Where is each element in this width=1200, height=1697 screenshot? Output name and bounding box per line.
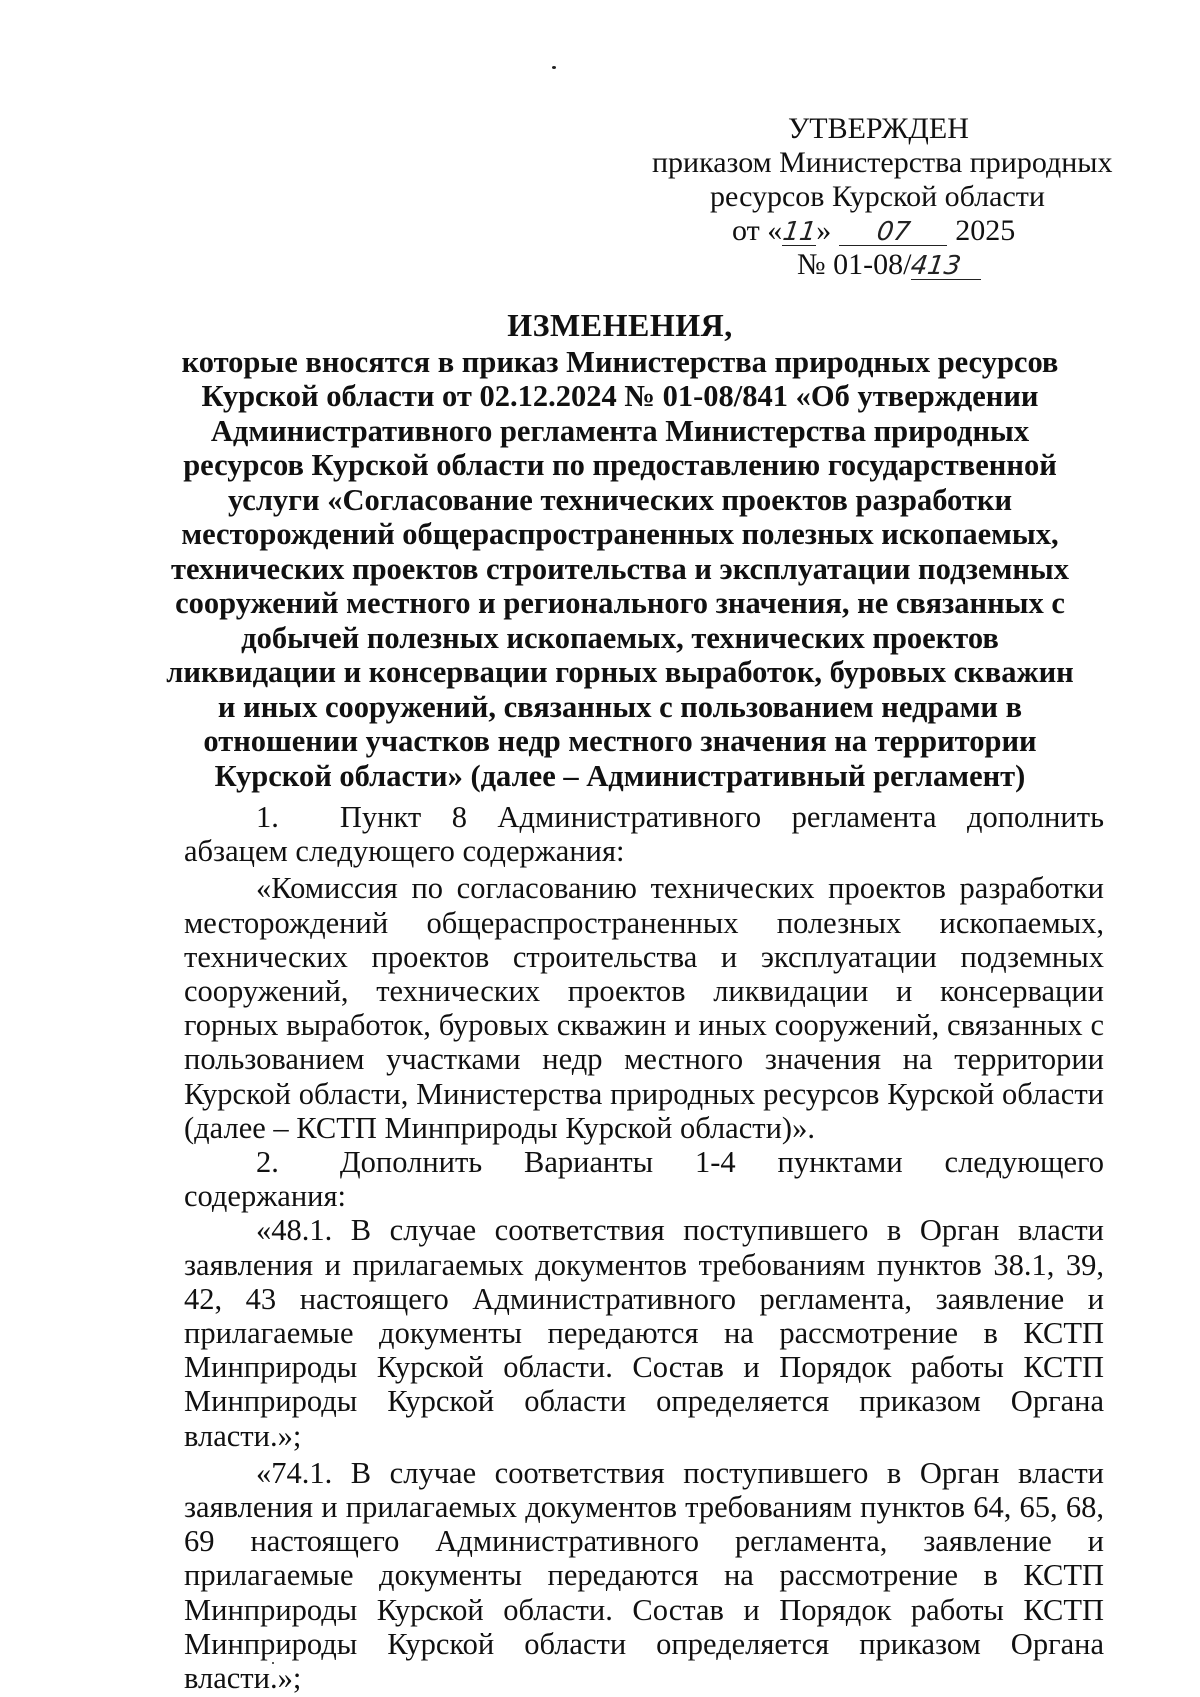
approval-date-day: 11 [780, 217, 818, 247]
approval-date-prefix: от « [732, 214, 783, 247]
approval-date-month-field [839, 218, 947, 246]
approval-number [797, 248, 981, 282]
approval-date-day-field [782, 218, 816, 246]
scan-speck [552, 66, 556, 69]
approval-date-month: 07 [874, 217, 912, 247]
paragraph-74-1: «74.1. В случае соответствия поступившего в Орган власти заявления и прилагаемых документов требованиям пунктов 64, 65, 68, 69 настоящего Административного регламента, заявление и прилагаемые документы передаются на рассмотрение в КСТП Минприроды Курской области. Состав и Порядок работы КСТП Минприроды Курской области определяется приказом Органа власти.»; [184, 1455, 1104, 1696]
approval-line-1: приказом Министерства природных [652, 146, 1113, 179]
approval-number-value: 413 [909, 251, 964, 281]
paragraph-item-2: 2. Дополнить Варианты 1-4 пунктами следующего содержания: [184, 1145, 1104, 1214]
approval-title: УТВЕРЖДЕН [788, 112, 969, 145]
approval-line-2: ресурсов Курской области [710, 180, 1045, 213]
approval-number-field [911, 252, 981, 280]
approval-date-year: 2025 [955, 214, 1016, 247]
approval-date-separator: » [816, 214, 832, 247]
document-heading [160, 308, 1080, 793]
paragraph-commission-definition: «Комиссия по согласованию технических проектов разработки месторождений общераспространенных полезных ископаемых, технических проектов строительства и эксплуатации подземных сооружений, технических проектов ликвидации и консервации горных выработок, буровых скважин и иных сооружений, связанных с пользованием участками недр местного значения на территории Курской области, Министерства природных ресурсов Курской области (далее – КСТП Минприроды Курской области)». [184, 871, 1104, 1145]
paragraph-item-1: 1. Пункт 8 Административного регламента дополнить абзацем следующего содержания: [184, 800, 1104, 869]
approval-date [732, 214, 1015, 248]
heading-subtitle: которые вносятся в приказ Министерства природных ресурсов Курской области от 02.12.2024 № 01-08/841 «Об утверждении Административного регламента Министерства природных ресурсов Курской области по предоставлению государственной услуги «Согласование технических проектов разработки месторождений общераспространенных полезных ископаемых, технических проектов строительства и эксплуатации подземных сооружений местного и регионального значения, не связанных с добычей полезных ископаемых, технических проектов ликвидации и консервации горных выработок, буровых скважин и иных сооружений, связанных с пользованием недрами в отношении участков недр местного значения на территории Курской области» (далее – Административный регламент) [166, 344, 1074, 793]
document-body [184, 800, 1104, 1695]
heading-title: ИЗМЕНЕНИЯ, [507, 307, 733, 343]
approval-number-prefix: № 01-08/ [797, 248, 912, 281]
paragraph-48-1: «48.1. В случае соответствия поступившего в Орган власти заявления и прилагаемых документов требованиям пунктов 38.1, 39, 42, 43 настоящего Административного регламента, заявление и прилагаемые документы передаются на рассмотрение в КСТП Минприроды Курской области. Состав и Порядок работы КСТП Минприроды Курской области определяется приказом Органа власти.»; [184, 1213, 1104, 1453]
